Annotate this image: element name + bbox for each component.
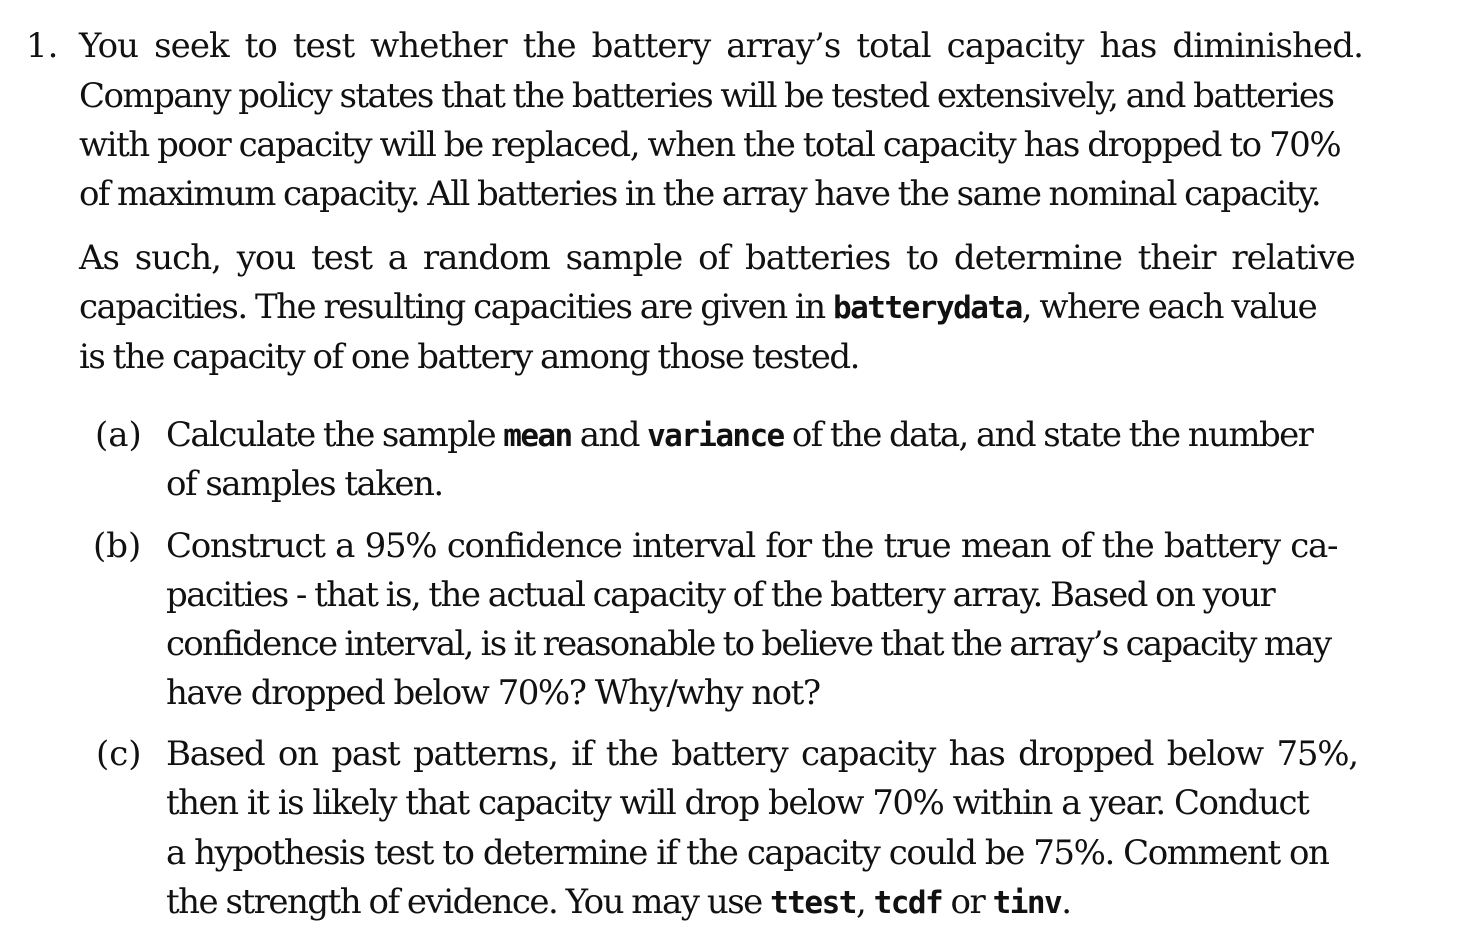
intro-line: of maximum capacity. All batteries in the array have the same nominal capacity. [79, 174, 1321, 214]
context-text: capacities. The resulting capacities are given in [79, 287, 833, 327]
code-variance: variance [647, 418, 784, 454]
part-a-text: Calculate the sample [166, 415, 504, 455]
part-c-text: or [942, 882, 993, 922]
part-a-label: (a) [95, 415, 142, 455]
part-c-line: Based on past patterns, if the battery capacity has dropped below 75%, [166, 734, 1358, 774]
part-c-line [166, 880, 1071, 924]
code-ttest: ttest [770, 885, 856, 921]
part-b-line: Construct a 95% confidence interval for the true mean of the battery ca- [166, 526, 1338, 566]
context-line: is the capacity of one battery among those tested. [79, 337, 859, 377]
part-a-line: of samples taken. [166, 464, 443, 504]
part-b-line: pacities - that is, the actual capacity of the battery array. Based on your [166, 575, 1275, 615]
question-number: 1. [26, 26, 59, 66]
context-text: , where each value [1021, 287, 1317, 327]
intro-line: Company policy states that the batteries will be tested extensively, and batteries [79, 76, 1334, 116]
part-c-text: , [855, 882, 874, 922]
part-a-text: of the data, and state the number [783, 415, 1313, 455]
part-a-text: and [571, 415, 648, 455]
part-c-text: . [1061, 882, 1071, 922]
code-mean: mean [503, 418, 572, 454]
part-c-label: (c) [96, 734, 142, 774]
code-batterydata: batterydata [832, 290, 1022, 326]
part-a-line [166, 413, 1312, 457]
context-line: As such, you test a random sample of batteries to determine their relative [79, 238, 1355, 278]
intro-line: You seek to test whether the battery array’s total capacity has diminished. [79, 26, 1364, 66]
part-c-line: a hypothesis test to determine if the capacity could be 75%. Comment on [166, 833, 1329, 873]
part-b-line: confidence interval, is it reasonable to believe that the array’s capacity may [166, 624, 1331, 664]
context-line [79, 285, 1316, 329]
part-c-text: the strength of evidence. You may use [166, 882, 771, 922]
part-b-label: (b) [93, 526, 142, 566]
part-c-line: then it is likely that capacity will drop below 70% within a year. Conduct [166, 783, 1309, 823]
intro-line: with poor capacity will be replaced, when the total capacity has dropped to 70% [79, 125, 1341, 165]
part-b-line: have dropped below 70%? Why/why not? [166, 673, 820, 713]
code-tcdf: tcdf [873, 885, 943, 921]
code-tinv: tinv [992, 885, 1062, 921]
